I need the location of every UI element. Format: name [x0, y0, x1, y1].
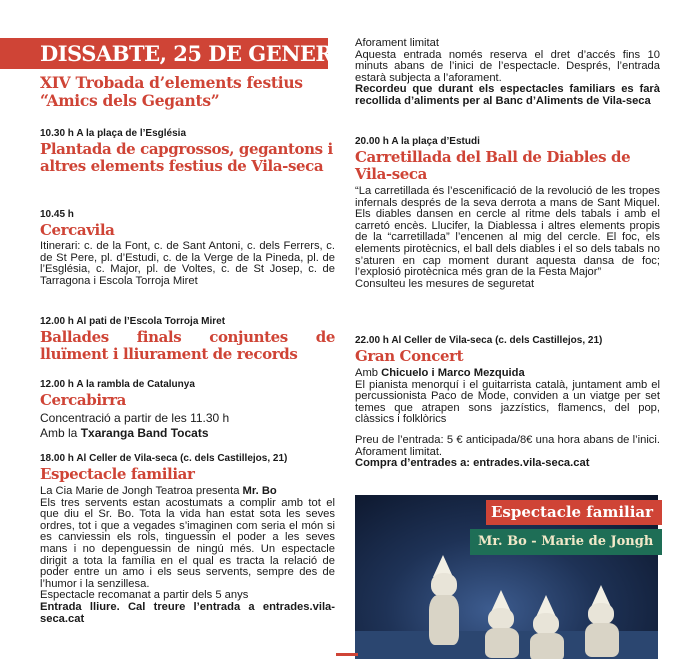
event-cercabirra [40, 379, 335, 441]
event-time: 12.00 h Al pati de l’Escola Torroja Miret [40, 316, 226, 327]
event-time: 18.00 h Al Celler de Vila-seca (c. dels Castillejos, 21) [40, 453, 288, 464]
event-time: 10.30 h A la plaça de l’Església [40, 128, 187, 139]
event-plantada [40, 128, 335, 175]
event-cercavila [40, 209, 335, 287]
carretillada-quote: “La carretillada és l’escenificació de la revolució de les tropes infernals després de la seva derrota a mans de Sant Miquel. Els diables dansen en cercle al ritme dels tabals i amb el carretó encès. Llucifer, la Diablessa i altres elements propis de la “carretillada” l’encenen al mig del cercle. El foc, els elements pirotècnics, el ball dels diables i el so dels tabals no s’aturen en cap moment durant aquesta dansa de foc; l’explosió pirotècnica més gran de la Festa Major” [355, 185, 660, 279]
aforament-block [355, 38, 660, 108]
event-description [40, 411, 335, 441]
event-body: Els tres servents estan acostumats a complir amb tot el que diu el Sr. Bo. Tota la vida han estat sota les seves ordres, tot i que a vegades s’imaginen com seria el món si es canviessin els rols, tinguessin el poder a les seves mans i no depenguessin de ningú més. Un espectacle dirigit a tota la família en el qual es tracta la relació de poder entre un amo i els seus servents, sempre des de l’humor i la senzillesa. [40, 496, 335, 590]
band-name: Txaranga Band Tocats [80, 426, 209, 440]
event-title: Cercabirra [40, 391, 126, 409]
text-prefix: Amb [355, 367, 382, 379]
photo-badge-show: Mr. Bo - Marie de Jongh [470, 529, 662, 555]
show-name: Mr. Bo [242, 485, 277, 497]
concert-tickets [355, 458, 660, 470]
event-title: Ballades finals conjuntes de lluïment i lliurament de records [40, 328, 335, 363]
photo-badge-category: Espectacle familiar [486, 500, 662, 525]
artist-names: Chicuelo i Marco Mezquida [381, 367, 525, 379]
text-prefix: Amb la [40, 426, 81, 440]
event-espectacle-familiar [40, 453, 335, 625]
date-banner: DISSABTE, 25 DE GENER [0, 38, 328, 69]
concert-artists [355, 368, 660, 380]
decorative-mark [336, 653, 358, 656]
event-title: Gran Concert [355, 347, 464, 365]
event-title: Plantada de capgrossos, gegantons i altres elements festius de Vila-seca [40, 140, 333, 175]
event-description: Itinerari: c. de la Font, c. de Sant Antoni, c. dels Ferrers, c. de St Pere, pl. d’Estudi, c. de la Verge de la Pineda, pl. de l’Església, c. Major, pl. de Voltes, c. de St Josep, c. de Tarragona i Escola Torroja Miret [40, 240, 335, 287]
event-concert [355, 335, 660, 470]
event-entry [40, 602, 335, 625]
event-title: Cercavila [40, 221, 115, 239]
event-description [40, 486, 335, 625]
entry-info: Entrada lliure. Cal treure l’entrada a entrades.vila-seca.cat [40, 600, 335, 625]
event-time: 12.00 h A la rambla de Catalunya [40, 379, 195, 390]
concert-price: Preu de l’entrada: 5 € anticipada/8€ una hora abans de l’inici. Aforament limitat. [355, 433, 660, 458]
event-title: Espectacle familiar [40, 465, 195, 483]
aforament-title: Aforament limitat [355, 37, 439, 49]
event-description [355, 368, 660, 470]
event-time: 20.00 h A la plaça d’Estudi [355, 136, 480, 147]
text-prefix: La Cia Marie de Jongh Teatroa presenta [40, 485, 243, 497]
event-carretillada [355, 136, 660, 290]
aforament-text [355, 38, 660, 108]
concert-description: El pianista menorquí i el guitarrista català, juntament amb el percussionista Paco de Mode, conviden a un viatge per set temes que atrapen sons jazzístics, flamencs, del pop, clàssics i folklòrics [355, 378, 660, 426]
event-body-line [40, 426, 335, 441]
event-ballades [40, 316, 335, 363]
event-time: 10.45 h [40, 209, 74, 220]
event-body-line: Concentració a partir de les 11.30 h [40, 411, 230, 425]
food-bank-bold: Recordeu que durant els espectacles familiars es farà recollida d’aliments per al Banc d’Aliments de Vila-seca [355, 83, 660, 107]
food-bank-note [355, 84, 660, 107]
ticket-link: Compra d’entrades a: entrades.vila-seca.cat [355, 457, 590, 470]
event-title: Carretillada del Ball de Diables de Vila-seca [355, 148, 631, 183]
event-description [355, 186, 660, 290]
event-intro [40, 486, 335, 498]
event-time: 22.00 h Al Celler de Vila-seca (c. dels Castillejos, 21) [355, 335, 603, 346]
aforament-detail: Aquesta entrada només reserva el dret d’accés fins 10 minuts abans de l’inici de l’espectacle. Després, l’entrada estarà subjecta a l’aforament. [355, 48, 660, 84]
safety-note: Consulteu les mesures de seguretat [355, 277, 535, 290]
festival-title: XIV Trobada d’elements festius “Amics dels Gegants” [40, 73, 303, 110]
event-age: Espectacle recomanat a partir dels 5 anys [40, 589, 249, 602]
